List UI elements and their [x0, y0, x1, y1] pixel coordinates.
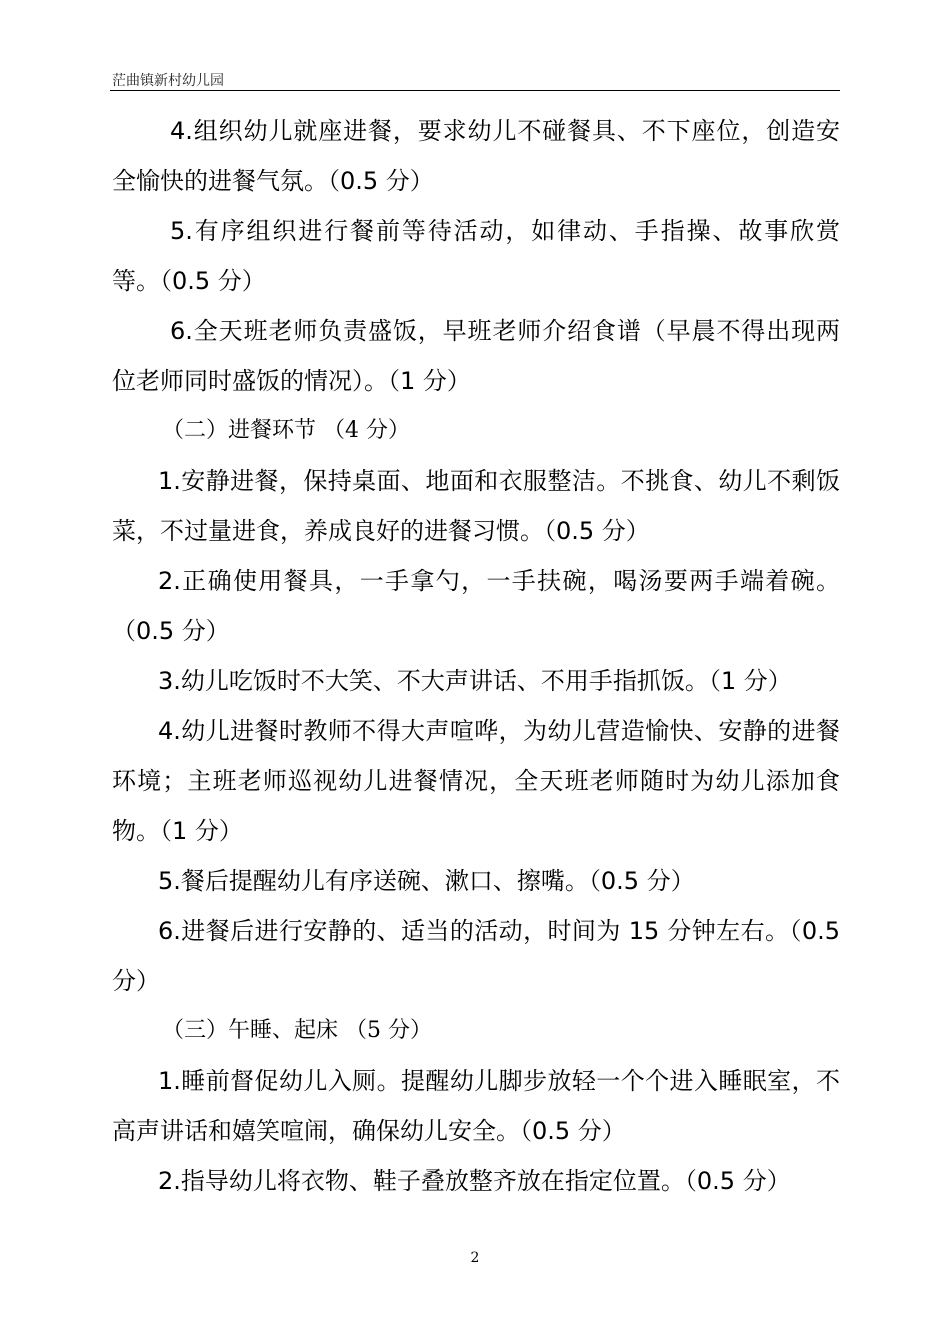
paragraph-item: 6.进餐后进行安静的、适当的活动，时间为 15 分钟左右。（0.5 分）: [112, 917, 840, 995]
paragraph-item: 2.指导幼儿将衣物、鞋子叠放整齐放在指定位置。（0.5 分）: [158, 1167, 791, 1195]
paragraph-item: 2.正确使用餐具，一手拿勺，一手扶碗，喝汤要两手端着碗。（0.5 分）: [112, 567, 840, 645]
paragraph-item: 5.餐后提醒幼儿有序送碗、漱口、擦嘴。（0.5 分）: [158, 867, 695, 895]
section-heading: （二）进餐环节 （4 分）: [162, 418, 410, 443]
paragraph-item: 5.有序组织进行餐前等待活动，如律动、手指操、故事欣赏等。（0.5 分）: [112, 217, 840, 295]
paragraph-item: 6.全天班老师负责盛饭，早班老师介绍食谱（早晨不得出现两位老师同时盛饭的情况）。（1 分）: [112, 317, 840, 395]
document-header: 茫曲镇新村幼儿园: [112, 73, 224, 89]
page-number: 2: [470, 1250, 480, 1266]
paragraph-item: 1.安静进餐，保持桌面、地面和衣服整洁。不挑食、幼儿不剩饭菜，不过量进食，养成良好的进餐习惯。（0.5 分）: [112, 467, 840, 545]
header-rule: [110, 90, 840, 91]
paragraph-item: 1.睡前督促幼儿入厕。提醒幼儿脚步放轻一个个进入睡眠室，不高声讲话和嬉笑喧闹，确保幼儿安全。（0.5 分）: [112, 1067, 840, 1145]
paragraph-item: 4.组织幼儿就座进餐，要求幼儿不碰餐具、不下座位，创造安全愉快的进餐气氛。（0.5 分）: [112, 117, 840, 195]
section-heading: （三）午睡、起床 （5 分）: [162, 1018, 432, 1043]
paragraph-item: 3.幼儿吃饭时不大笑、不大声讲话、不用手指抓饭。（1 分）: [158, 667, 792, 695]
document-body: [112, 106, 840, 1206]
paragraph-item: 4.幼儿进餐时教师不得大声喧哗，为幼儿营造愉快、安静的进餐环境；主班老师巡视幼儿进餐情况，全天班老师随时为幼儿添加食物。（1 分）: [112, 717, 840, 845]
